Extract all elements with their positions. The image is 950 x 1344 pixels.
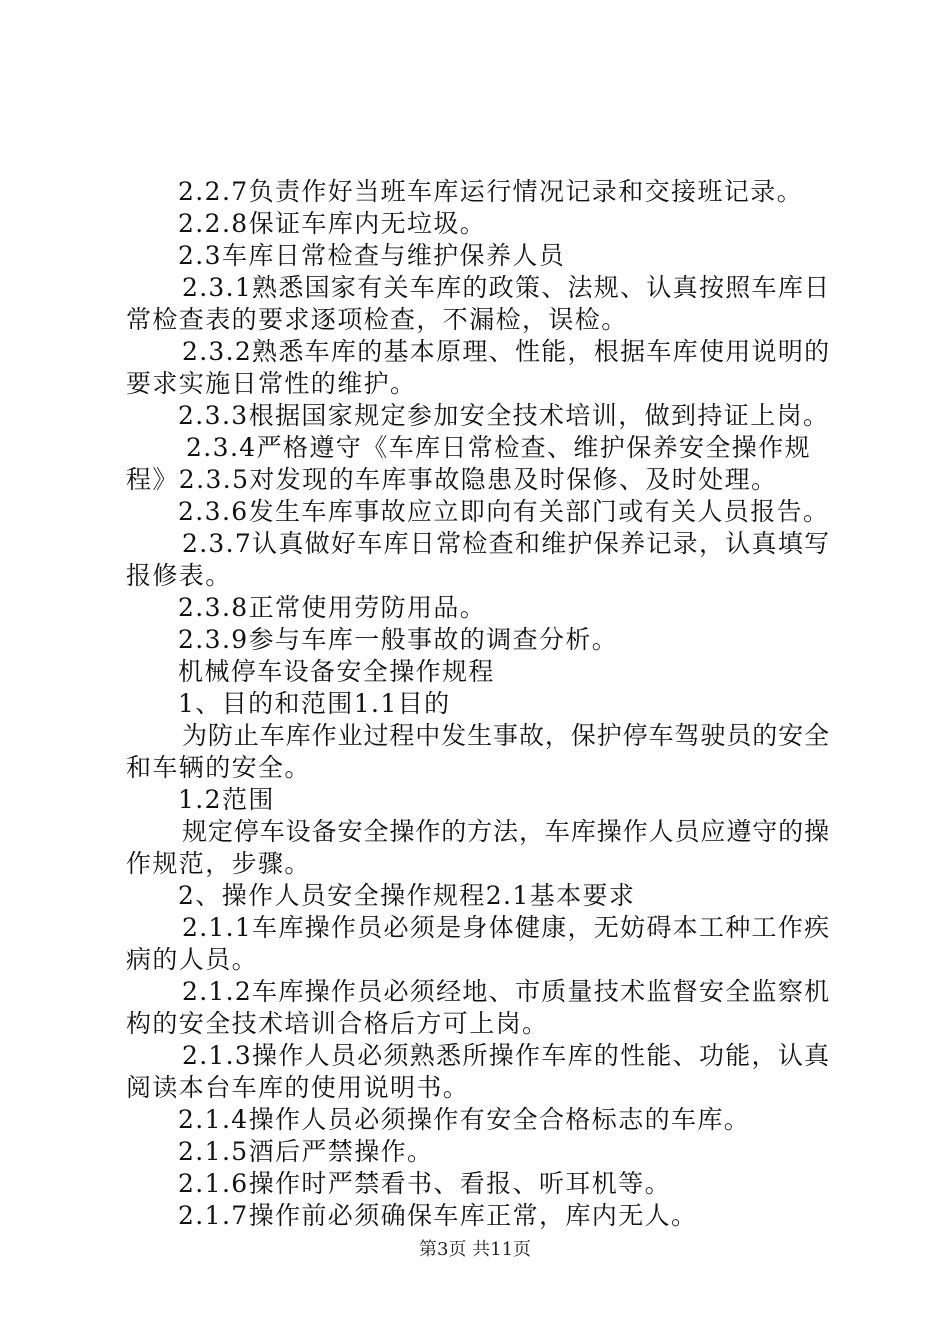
text-line: 2.3.8正常使用劳防用品。	[178, 593, 487, 622]
text-line: 阅读本台车库的使用说明书。	[126, 1073, 470, 1102]
text-line: 和车辆的安全。	[126, 753, 311, 782]
text-line: 2.3.4严格遵守《车库日常检查、维护保养安全操作规	[186, 433, 812, 462]
text-line: 作规范，步骤。	[126, 849, 311, 878]
text-line: 为防止车库作业过程中发生事故，保护停车驾驶员的安全	[182, 721, 831, 750]
text-line: 要求实施日常性的维护。	[126, 369, 417, 398]
text-line: 1、目的和范围1.1目的	[178, 689, 451, 718]
text-line: 2.1.2车库操作员必须经地、市质量技术监督安全监察机	[182, 977, 831, 1006]
text-line: 2.2.7负责作好当班车库运行情况记录和交接班记录。	[178, 177, 804, 206]
text-line: 2.1.4操作人员必须操作有安全合格标志的车库。	[178, 1105, 751, 1134]
text-line: 2、操作人员安全操作规程2.1基本要求	[178, 881, 636, 910]
text-line: 2.3.1熟悉国家有关车库的政策、法规、认真按照车库日	[182, 273, 831, 302]
text-line: 2.3.9参与车库一般事故的调查分析。	[178, 625, 619, 654]
text-line: 2.2.8保证车库内无垃圾。	[178, 209, 487, 238]
text-line: 2.3.6发生车库事故应立即向有关部门或有关人员报告。	[178, 497, 830, 526]
text-line: 2.1.7操作前必须确保车库正常，库内无人。	[178, 1201, 698, 1230]
text-line: 病的人员。	[126, 945, 259, 974]
text-line: 2.1.1车库操作员必须是身体健康，无妨碍本工种工作疾	[182, 913, 831, 942]
text-line: 常检查表的要求逐项检查，不漏检，误检。	[126, 305, 628, 334]
text-line: 2.3.2熟悉车库的基本原理、性能，根据车库使用说明的	[182, 337, 831, 366]
text-line: 规定停车设备安全操作的方法，车库操作人员应遵守的操	[182, 817, 831, 846]
text-line: 2.3车库日常检查与维护保养人员	[178, 241, 566, 270]
page-number-footer: 第3页 共11页	[418, 1239, 532, 1260]
text-line: 2.3.3根据国家规定参加安全技术培训，做到持证上岗。	[178, 401, 830, 430]
text-line: 2.1.3操作人员必须熟悉所操作车库的性能、功能，认真	[182, 1041, 831, 1070]
text-line: 2.1.5酒后严禁操作。	[178, 1137, 434, 1166]
text-line: 1.2范围	[178, 785, 275, 814]
text-line: 2.3.7认真做好车库日常检查和维护保养记录，认真填写	[182, 529, 831, 558]
text-line: 2.1.6操作时严禁看书、看报、听耳机等。	[178, 1169, 672, 1198]
section-heading: 机械停车设备安全操作规程	[178, 657, 495, 686]
text-line: 程》2.3.5对发现的车库事故隐患及时保修、及时处理。	[126, 465, 778, 494]
text-line: 报修表。	[126, 561, 232, 590]
text-line: 构的安全技术培训合格后方可上岗。	[126, 1009, 549, 1038]
